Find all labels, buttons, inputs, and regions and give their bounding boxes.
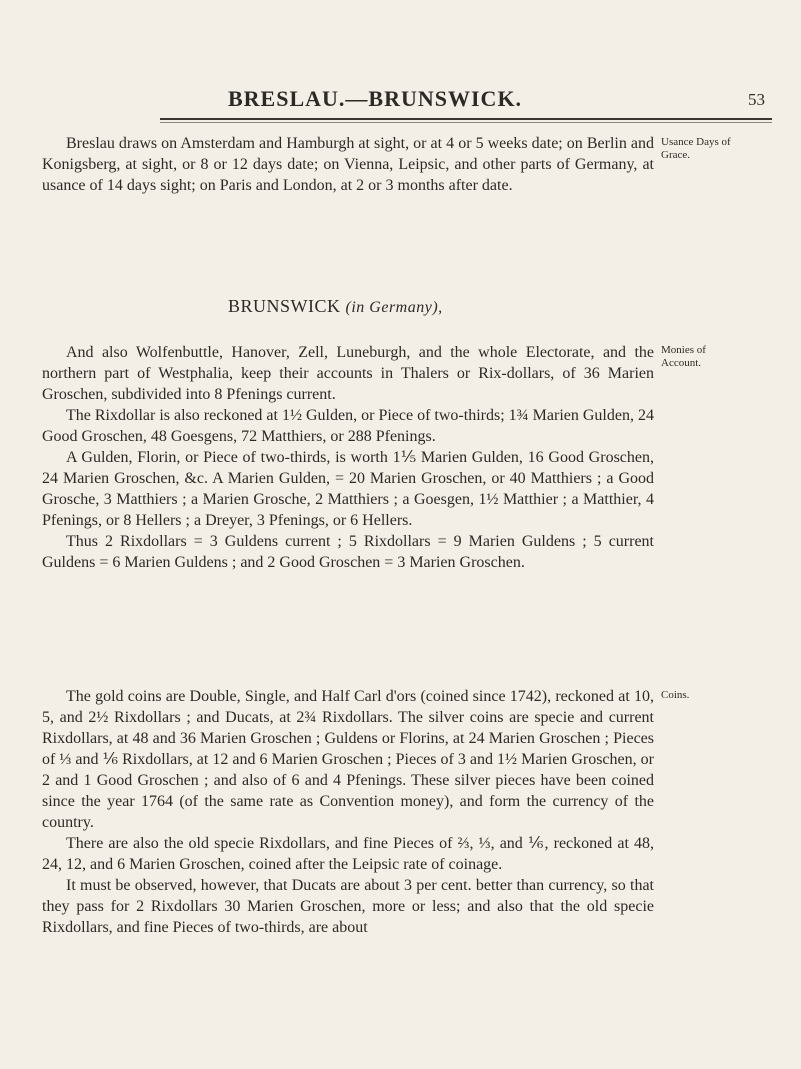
section-heading-title: BRUNSWICK	[228, 296, 341, 316]
money-section	[42, 342, 654, 573]
coins-paragraph: It must be observed, however, that Ducats are about 3 per cent. better than currency, so that they pass for 2 Rixdollars 30 Marien Groschen, more or less; and also that the old specie Rixdollars, and fine Pieces of two-thirds, are about	[42, 877, 654, 936]
money-paragraph: And also Wolfenbuttle, Hanover, Zell, Luneburgh, and the whole Electorate, and the northern part of Westphalia, keep their accounts in Thalers or Rix-dollars, of 36 Marien Groschen, subdivided into 8 Pfenings current.	[42, 344, 654, 403]
section-heading	[228, 296, 443, 317]
coins-section	[42, 686, 654, 938]
breslau-paragraph: Breslau draws on Amsterdam and Hamburgh at sight, or at 4 or 5 weeks date; on Berlin and Konigsberg, at sight, or 8 or 12 days date; on Vienna, Leipsic, and other parts of Germany, at usance of 14 days sight; on Paris and London, at 2 or 3 months after date.	[42, 135, 654, 194]
margin-note-coins: Coins.	[661, 689, 690, 701]
money-paragraph: The Rixdollar is also reckoned at 1½ Gulden, or Piece of two-thirds; 1¾ Marien Gulden, 24 Good Groschen, 48 Goesgens, 72 Matthiers, or 288 Pfenings.	[42, 407, 654, 445]
coins-paragraph: There are also the old specie Rixdollars, and fine Pieces of ⅔, ⅓, and ⅙, reckoned at 48, 24, 12, and 6 Marien Groschen, coined after the Leipsic rate of coinage.	[42, 835, 654, 873]
running-header	[0, 86, 801, 116]
breslau-section	[42, 133, 654, 196]
money-paragraph: A Gulden, Florin, or Piece of two-thirds, is worth 1⅕ Marien Gulden, 16 Good Groschen, 24 Marien Groschen, &c. A Marien Gulden, = 20 Marien Groschen, or 40 Matthiers ; a Good Grosche, 3 Matthiers ; a Marien Grosche, 2 Matthiers ; a Goesgen, 1½ Matthier ; a Matthier, 4 Pfenings, or 8 Hellers ; a Dreyer, 3 Pfenings, or 6 Hellers.	[42, 449, 654, 529]
header-rule-thin	[160, 122, 772, 123]
margin-note-usance: Usance Days of Grace.	[661, 136, 731, 161]
header-rule	[160, 118, 772, 120]
section-heading-sub: (in Germany),	[345, 299, 443, 316]
margin-note-monies: Monies of Account.	[661, 344, 706, 369]
coins-paragraph: The gold coins are Double, Single, and Half Carl d'ors (coined since 1742), reckoned at 10, 5, and 2½ Rixdollars ; and Ducats, at 2¾ Rixdollars. The silver coins are specie and current Rixdollars, at 48 and 36 Marien Groschen ; Guldens or Florins, at 24 Marien Groschen ; Pieces of ⅓ and ⅙ Rixdollars, at 12 and 6 Marien Groschen ; Pieces of 3 and 1½ Marien Groschen, or 2 and 1 Good Groschen ; and also of 6 and 4 Pfenings. These silver pieces have been coined since the year 1764 (of the same rate as Convention money), and form the currency of the country.	[42, 688, 654, 831]
page-number: 53	[748, 90, 765, 109]
running-title: BRESLAU.—BRUNSWICK.	[228, 86, 523, 111]
money-paragraph: Thus 2 Rixdollars = 3 Guldens current ; 5 Rixdollars = 9 Marien Guldens ; 5 current Guldens = 6 Marien Guldens ; and 2 Good Groschen = 3 Marien Groschen.	[42, 533, 654, 571]
